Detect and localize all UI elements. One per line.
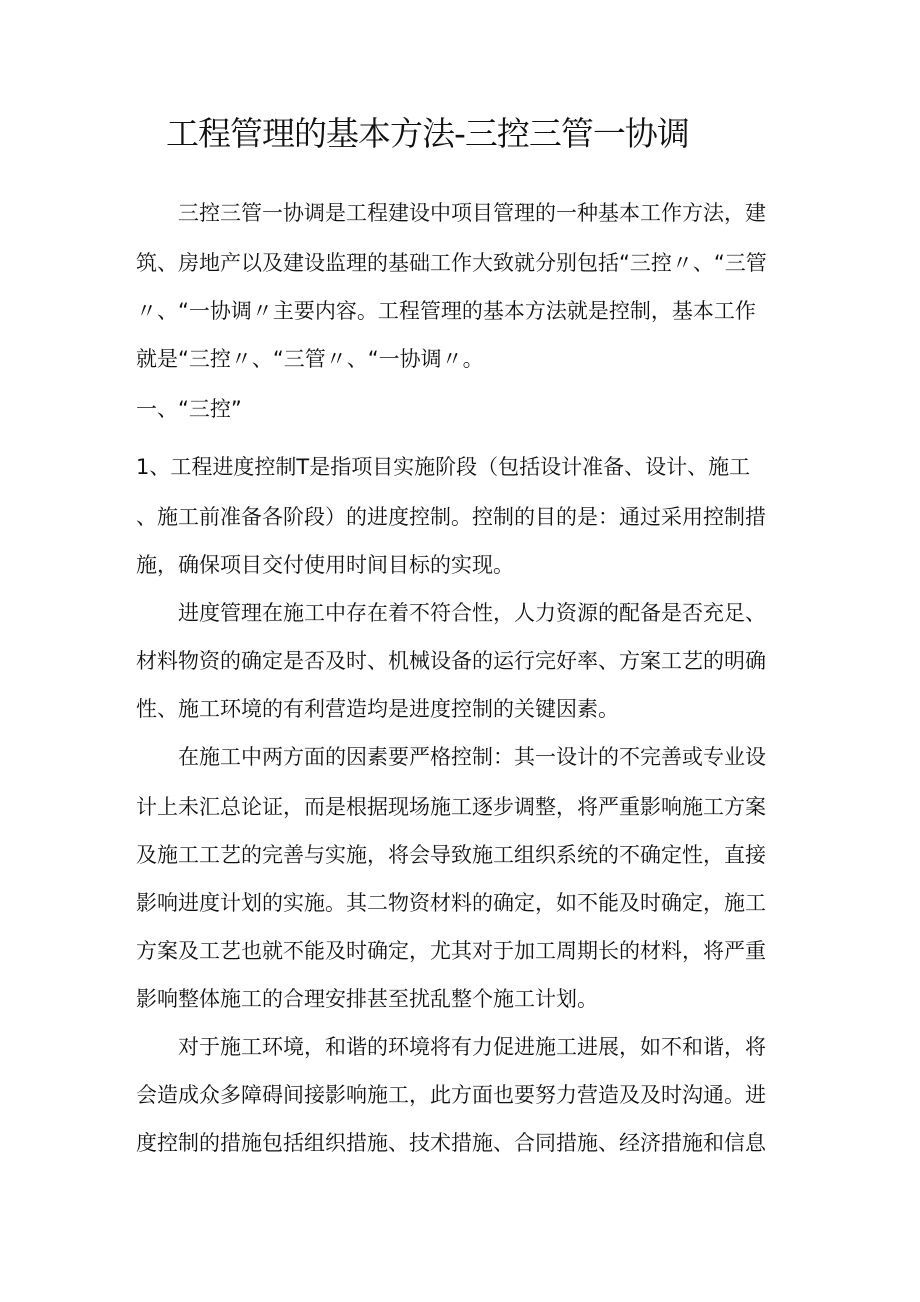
text-line: 施，确保项目交付使用时间目标的实现。 [136, 553, 514, 577]
text-line: 会造成众多障碍间接影响施工，此方面也要努力营造及及时沟通。进 [136, 1083, 766, 1107]
text-line: 计上未汇总论证，而是根据现场施工逐步调整，将严重影响施工方案 [136, 795, 766, 819]
text-line: 、施工前准备各阶段）的进度控制。控制的目的是：通过采用控制措 [136, 505, 766, 529]
text-line: 度控制的措施包括组织措施、技术措施、合同措施、经济措施和信息 [136, 1131, 766, 1155]
text-line: 在施工中两方面的因素要严格控制：其一设计的不完善或专业设 [178, 745, 766, 769]
text-line: 筑、房地产以及建设监理的基础工作大致就分别包括“三控〃、“三管 [136, 251, 767, 275]
text-line: 对于施工环境，和谐的环境将有力促进施工进展，如不和谐，将 [178, 1035, 766, 1059]
text-line: 方案及工艺也就不能及时确定，尤其对于加工周期长的材料，将严重 [136, 939, 766, 963]
text-line: 就是“三控〃、“三管〃、“一协调〃。 [136, 347, 484, 371]
text-line: 〃、“一协调〃主要内容。工程管理的基本方法就是控制，基本工作 [136, 299, 756, 323]
text-line: 及施工工艺的完善与实施，将会导致施工组织系统的不确定性，直接 [136, 843, 766, 867]
text-line: 进度管理在施工中存在着不符合性，人力资源的配备是否充足、 [178, 601, 766, 625]
section-heading: 一、“三控” [136, 397, 242, 421]
text-line: 1、工程进度控制T是指项目实施阶段（包括设计准备、设计、施工 [136, 455, 751, 479]
text-line: 影响整体施工的合理安排甚至扰乱整个施工计划。 [136, 987, 598, 1011]
document-title: 工程管理的基本方法-三控三管一协调 [166, 114, 689, 153]
text-line: 三控三管一协调是工程建设中项目管理的一种基本工作方法，建 [178, 201, 766, 225]
text-line: 影响进度计划的实施。其二物资材料的确定，如不能及时确定，施工 [136, 891, 766, 915]
text-line: 性、施工环境的有利营造均是进度控制的关键因素。 [136, 697, 619, 721]
text-line: 材料物资的确定是否及时、机械设备的运行完好率、方案工艺的明确 [136, 649, 766, 673]
